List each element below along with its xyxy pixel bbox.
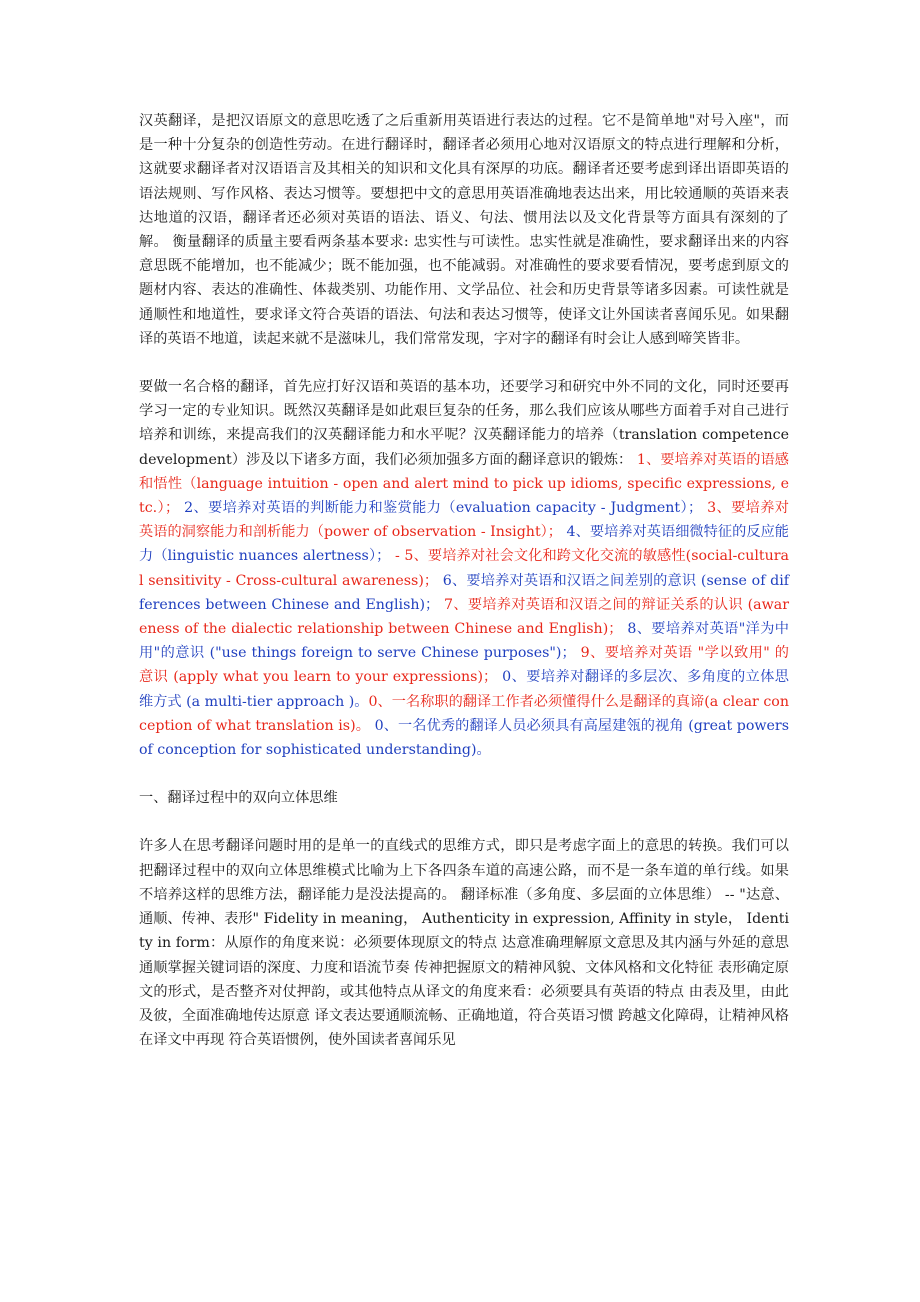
list-item: 6、要培养对英语和汉语之间差别的意识 (sense of differences between Chinese and English)； — [139, 572, 790, 613]
competence-intro: 要做一名合格的翻译，首先应打好汉语和英语的基本功，还要学习和研究中外不同的文化，同时还要再学习一定的专业知识。既然汉英翻译是如此艰巨复杂的任务，那么我们应该从哪些方面着手对自己进行培养和训练，来提高我们的汉英翻译能力和水平呢？汉英翻译能力的培养（translation competence development）涉及以下诸多方面，我们必须加强多方面的翻译意识的锻炼： — [139, 379, 789, 468]
paragraph-intro: 汉英翻译，是把汉语原文的意思吃透了之后重新用英语进行表达的过程。它不是简单地"对号入座"，而是一种十分复杂的创造性劳动。在进行翻译时，翻译者必须用心地对汉语原文的特点进行理解和分析，这就要求翻译者对汉语语言及其相关的知识和文化具有深厚的功底。翻译者还要考虑到译出语即英语的语法规则、写作风格、表达习惯等。要想把中文的意思用英语准确地表达出来，用比较通顺的英语来表达地道的汉语，翻译者还必须对英语的语法、语义、句法、惯用法以及文化背景等方面具有深刻的了解。 衡量翻译的质量主要看两条基本要求: 忠实性与可读性。忠实性就是准确性，要求翻译出来的内容意思既不能增加，也不能减少；既不能加强，也不能减弱。对准确性的要求要看情况，要考虑到原文的题材内容、表达的准确性、体裁类别、功能作用、文学品位、社会和历史背景等诸多因素。可读性就是通顺性和地道性，要求译文符合英语的语法、句法和表达习惯等，使译文让外国读者喜闻乐见。如果翻译的英语不地道，读起来就不是滋味儿，我们常常发现，字对字的翻译有时会让人感到啼笑皆非。 — [139, 113, 789, 347]
list-item: 9、要培养对英语 "学以致用" 的意识 (apply what you learn to your expressions)； — [139, 645, 789, 686]
list-item: 4、要培养对英语细微特征的反应能力（linguistic nuances alertness）； — [139, 524, 789, 565]
document-page — [139, 109, 789, 1052]
section-heading: 一、翻译过程中的双向立体思维 — [139, 790, 338, 807]
list-item: - 5、要培养对社会文化和跨文化交流的敏感性(social-cultural sensitivity - Cross-cultural awareness)； — [139, 548, 789, 589]
list-item: 3、要培养对英语的洞察能力和剖析能力（power of observation - Insight）； — [139, 500, 789, 541]
list-item: 0、一名称职的翻译工作者必须懂得什么是翻译的真谛(a clear conception of what translation is)。 — [139, 693, 789, 734]
list-item: 7、要培养对英语和汉语之间的辩证关系的认识 (awareness of the dialectic relationship between Chinese and English)； — [139, 596, 789, 638]
list-item: 1、要培养对英语的语感和悟性（language intuition - open and alert mind to pick up idioms, specific expressions, etc.）； — [139, 451, 789, 517]
list-item: 2、要培养对英语的判断能力和鉴赏能力（evaluation capacity - Judgment）； — [179, 500, 703, 517]
list-item: 0、一名优秀的翻译人员必须具有高屋建瓴的视角 (great powers of conception for sophisticated understanding)。 — [139, 717, 789, 759]
list-item: 8、要培养对英语"洋为中用"的意识 ("use things foreign to serve Chinese purposes")； — [139, 621, 789, 662]
paragraph-thinking: 许多人在思考翻译问题时用的是单一的直线式的思维方式，即只是考虑字面上的意思的转换。我们可以把翻译过程中的双向立体思维模式比喻为上下各四条车道的高速公路，而不是一条车道的单行线。如果不培养这样的思维方法，翻译能力是没法提高的。 翻译标准（多角度、多层面的立体思维） -- "达意、通顺、传神、表形" Fidelity in meaning， Authenticity in expression, Affinity in style， Identity in form：从原作的角度来说：必须要体现原文的特点 达意准确理解原文意思及其内涵与外延的意思 通顺掌握关键词语的深度、力度和语流节奏 传神把握原文的精神风貌、文体风格和文化特征 表形确定原文的形式，是否整齐对仗押韵，或其他特点从译文的角度来看：必须要具有英语的特点 由表及里，由此及彼，全面准确地传达原意 译文表达要通顺流畅、正确地道，符合英语习惯 跨越文化障碍，让精神风格在译文中再现 符合英语惯例，使外国读者喜闻乐见 — [139, 838, 789, 1049]
paragraph-competence — [139, 375, 789, 762]
list-item: 0、要培养对翻译的多层次、多角度的立体思维方式 (a multi-tier approach )。 — [139, 669, 789, 710]
